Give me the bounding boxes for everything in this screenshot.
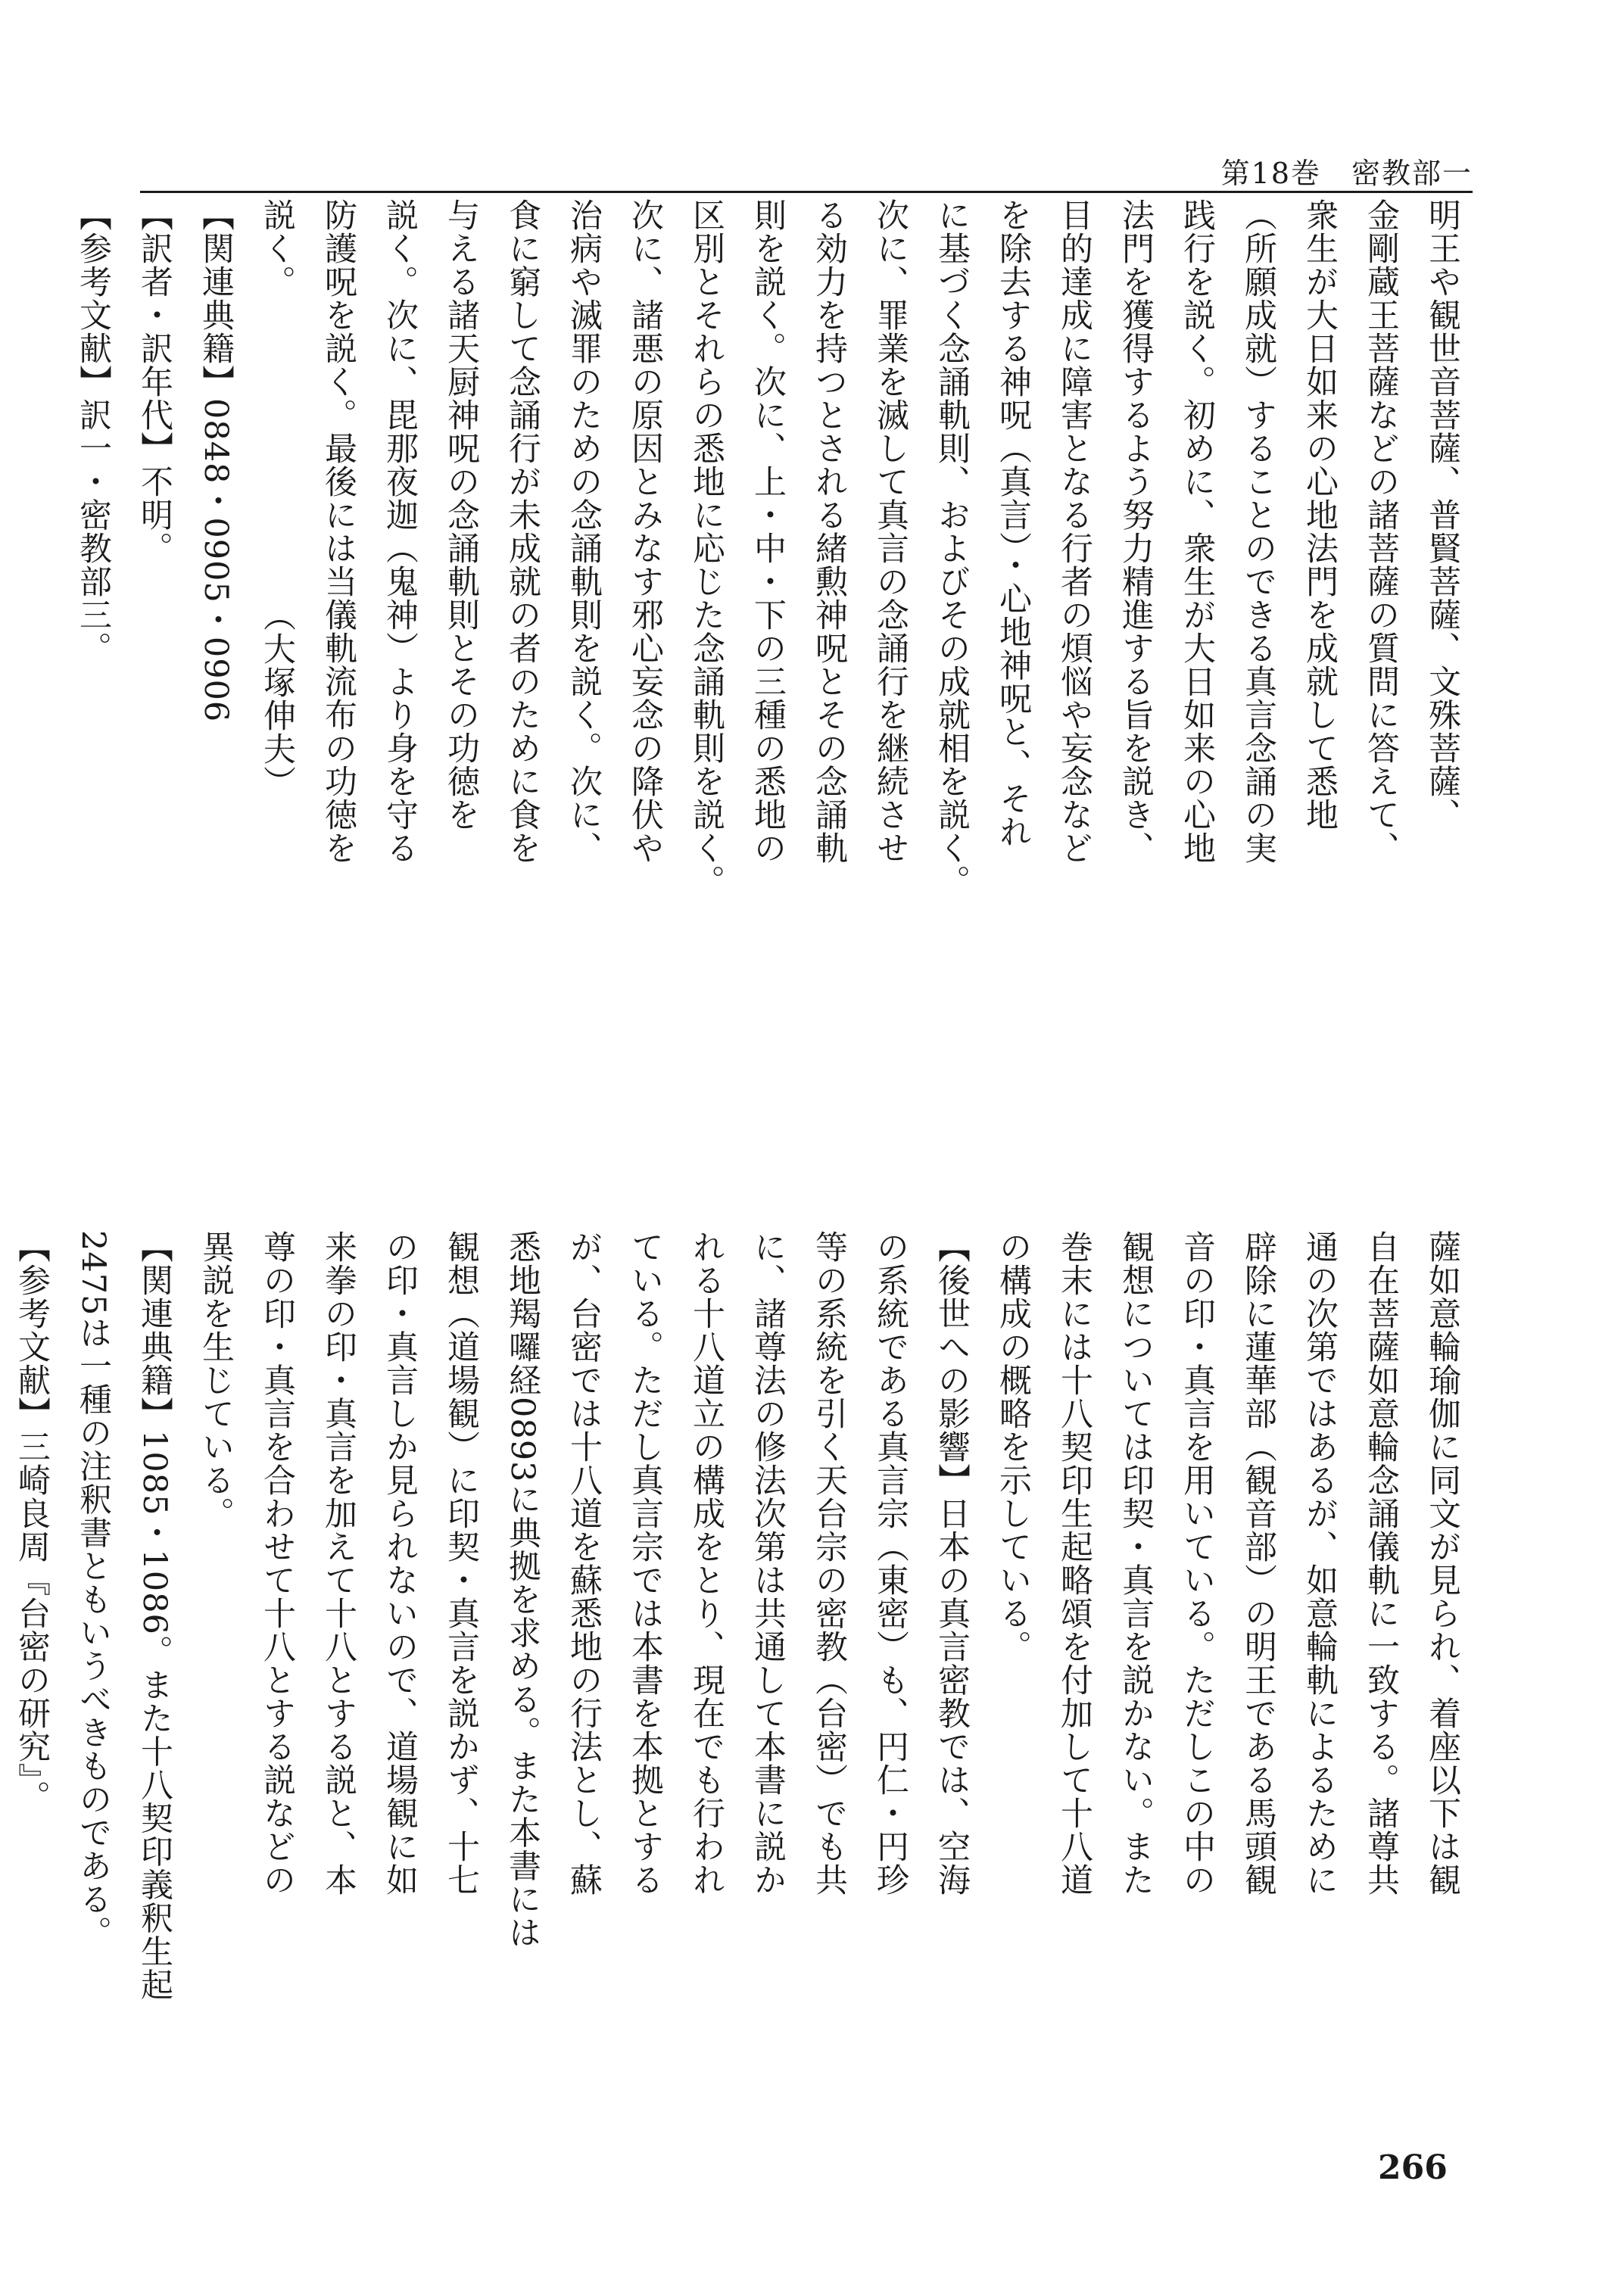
text-column: 辟除に蓮華部（観音部）の明王である馬頭観 [1239, 1230, 1277, 1896]
text-column: 則を説く。次に、上・中・下の三種の悉地の [749, 198, 787, 865]
text-column: 観想（道場観）に印契・真言を説かず、十七 [442, 1230, 480, 1896]
text-column: 衆生が大日如来の心地法門を成就して悉地 [1301, 198, 1339, 831]
text-column: 来拳の印・真言を加えて十八とする説と、本 [320, 1230, 357, 1896]
text-column: 説く。 （大塚伸夫） [258, 198, 296, 799]
text-column: 等の系統を引く天台宗の密教（台密）でも共 [810, 1230, 848, 1896]
running-header: 第18巻 密教部一 [1220, 157, 1473, 190]
text-column: 目的達成に障害となる行者の煩悩や妄念など [1055, 198, 1093, 865]
text-column: 次に、罪業を滅して真言の念誦行を継続させ [871, 198, 909, 865]
text-column: 【後世への影響】日本の真言密教では、空海 [933, 1230, 971, 1896]
text-column: が、台密では十八道を蘇悉地の行法とし、蘇 [565, 1230, 603, 1896]
lower-text-band [0, 1230, 1473, 2146]
text-column: 次に、諸悪の原因とみなす邪心妄念の降伏や [626, 198, 664, 865]
text-column: 巻末には十八契印生起略頌を付加して十八道 [1055, 1230, 1093, 1896]
text-column: 音の印・真言を用いている。ただしこの中の [1178, 1230, 1216, 1896]
text-column [0, 1230, 1, 2146]
text-column: 通の次第ではあるが、如意輪軌によるために [1301, 1230, 1339, 1896]
text-column: の印・真言しか見られないので、道場観に如 [381, 1230, 419, 1896]
text-column: 自在菩薩如意輪念誦儀軌に一致する。諸尊共 [1362, 1230, 1400, 1896]
text-column: 防護呪を説く。最後には当儀軌流布の功徳を [320, 198, 357, 865]
text-column: 薩如意輪瑜伽に同文が見られ、着座以下は観 [1423, 1230, 1461, 1896]
text-column: 説く。次に、毘那夜迦（鬼神）より身を守る [381, 198, 419, 865]
upper-text-band [0, 198, 1473, 1228]
page-number: 266 [1378, 2148, 1448, 2187]
text-column: （所願成就）することのできる真言念誦の実 [1239, 198, 1277, 865]
text-column: れる十八道立の構成をとり、現在でも行われ [687, 1230, 725, 1896]
text-column: 【訳者・訳年代】不明。 [136, 198, 173, 565]
text-column: 【参考文献】訳一・密教部三。 [74, 198, 112, 665]
text-column: を除去する神呪（真言）・心地神呪と、それ [994, 198, 1032, 849]
text-column: 2475は一種の注釈書ともいうべきものである。 [74, 1230, 112, 1949]
text-column: 治病や滅罪のための念誦軌則を説く。次に、 [565, 198, 603, 865]
text-column: 金剛蔵王菩薩などの諸菩薩の質問に答えて、 [1362, 198, 1400, 865]
text-column [0, 198, 1, 1228]
text-column: 【関連典籍】1085・1086。また十八契印義釈生起 [136, 1230, 173, 2002]
text-column: る効力を持つとされる緒勲神呪とその念誦軌 [810, 198, 848, 865]
text-column: に、諸尊法の修法次第は共通して本書に説か [749, 1230, 787, 1896]
text-column: 与える諸天厨神呪の念誦軌則とその功徳を [442, 198, 480, 831]
text-column: ている。ただし真言宗では本書を本拠とする [626, 1230, 664, 1896]
text-column: の系統である真言宗（東密）も、円仁・円珍 [871, 1230, 909, 1896]
text-column [1, 198, 62, 1228]
header-rule [140, 191, 1473, 193]
text-column: 悉地羯囉経0893に典拠を求める。また本書には [503, 1230, 541, 1949]
text-column: 明王や観世音菩薩、普賢菩薩、文殊菩薩、 [1423, 198, 1461, 831]
text-column: の構成の概略を示している。 [994, 1230, 1032, 1663]
text-column: 尊の印・真言を合わせて十八とする説などの [258, 1230, 296, 1896]
text-column: 践行を説く。初めに、衆生が大日如来の心地 [1178, 198, 1216, 865]
text-column: 法門を獲得するよう努力精進する旨を説き、 [1117, 198, 1155, 865]
text-column: 【参考文献】三崎良周『台密の研究』。 [13, 1230, 51, 1814]
text-column: 異説を生じている。 [197, 1230, 235, 1530]
text-column: に基づく念誦軌則、およびその成就相を説く。 [933, 198, 971, 898]
text-column: 【関連典籍】0848・0905・0906 [197, 198, 235, 723]
text-column: 食に窮して念誦行が未成就の者のために食を [503, 198, 541, 865]
text-column: 観想については印契・真言を説かない。また [1117, 1230, 1155, 1896]
text-column: 区別とそれらの悉地に応じた念誦軌則を説く。 [687, 198, 725, 898]
